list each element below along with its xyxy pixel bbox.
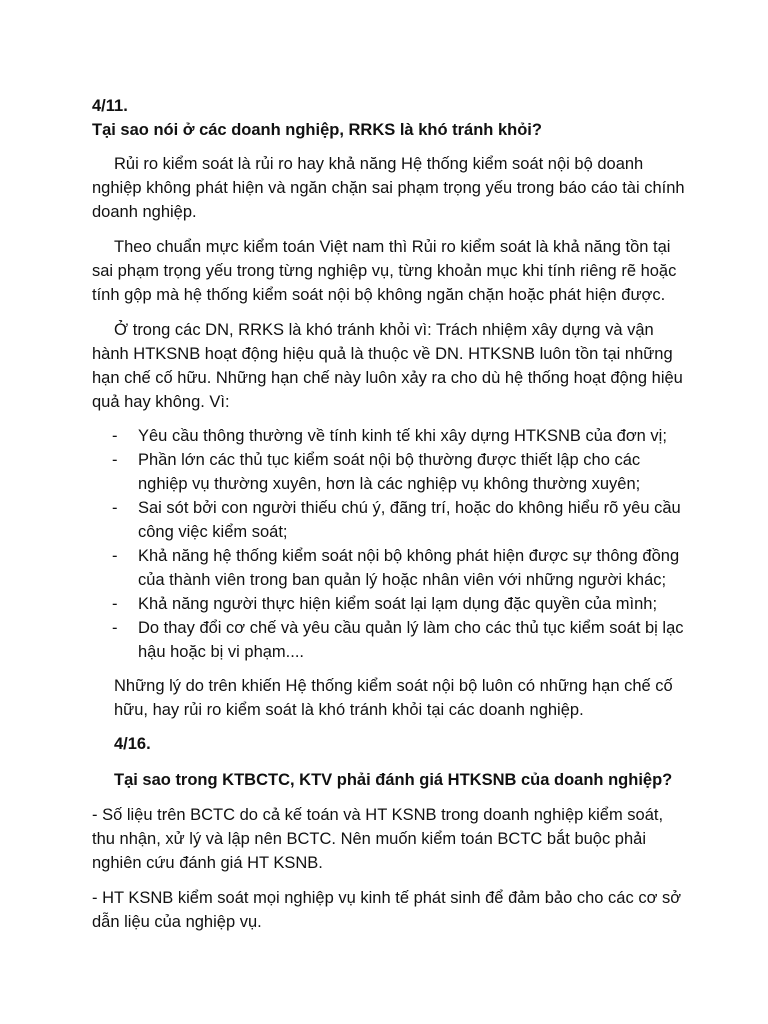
list-bullet: -	[112, 427, 118, 445]
list-item-text: Phần lớn các thủ tục kiểm soát nội bộ thường được thiết lập cho các nghiệp vụ thường xuyên, hơn là các nghiệp vụ không thường xuyên;	[138, 451, 641, 493]
question-2-title: Tại sao trong KTBCTC, KTV phải đánh giá HTKSNB của doanh nghiệp?	[114, 771, 673, 789]
paragraph: - Số liệu trên BCTC do cả kế toán và HT KSNB trong doanh nghiệp kiểm soát, thu nhận, xử lý và lập nên BCTC. Nên muốn kiểm toán BCTC bắt buộc phải nghiên cứu đánh giá HT KSNB.	[92, 806, 664, 872]
list-item-text: Yêu cầu thông thường về tính kinh tế khi xây dựng HTKSNB của đơn vị;	[138, 427, 667, 445]
list-item	[92, 616, 688, 664]
list-item	[92, 592, 688, 616]
question-2-number: 4/16.	[114, 735, 151, 753]
paragraph: Ở trong các DN, RRKS là khó tránh khỏi vì: Trách nhiệm xây dựng và vận hành HTKSNB hoạt động hiệu quả là thuộc về DN. HTKSNB luôn tồn tại những hạn chế cố hữu. Những hạn chế này luôn xảy ra cho dù hệ thống hoạt động hiệu quả hay không. Vì:	[92, 321, 683, 411]
list-item	[92, 496, 688, 544]
list-item	[92, 424, 688, 448]
list-item-text: Sai sót bởi con người thiếu chú ý, đãng trí, hoặc do không hiểu rõ yêu cầu công việc kiểm soát;	[138, 499, 681, 541]
paragraph: Theo chuẩn mực kiểm toán Việt nam thì Rủi ro kiểm soát là khả năng tồn tại sai phạm trọng yếu trong từng nghiệp vụ, từng khoản mục khi tính riêng rẽ hoặc tính gộp mà hệ thống kiểm soát nội bộ không ngăn chặn hoặc phát hiện được.	[92, 238, 677, 304]
list-bullet: -	[112, 595, 118, 613]
question-1-title: Tại sao nói ở các doanh nghiệp, RRKS là khó tránh khỏi?	[92, 121, 542, 139]
paragraph: Rủi ro kiểm soát là rủi ro hay khả năng Hệ thống kiểm soát nội bộ doanh nghiệp không phát hiện và ngăn chặn sai phạm trọng yếu trong báo cáo tài chính doanh nghiệp.	[92, 155, 685, 221]
paragraph: - HT KSNB kiểm soát mọi nghiệp vụ kinh tế phát sinh để đảm bảo cho các cơ sở dẫn liệu của nghiệp vụ.	[92, 889, 682, 931]
conclusion-paragraph: Những lý do trên khiến Hệ thống kiểm soát nội bộ luôn có những hạn chế cố hữu, hay rủi ro kiểm soát là khó tránh khỏi tại các doanh nghiệp.	[114, 677, 673, 719]
document-page	[92, 94, 688, 934]
list-item	[92, 544, 688, 592]
list-bullet: -	[112, 547, 118, 565]
list-item-text: Khả năng người thực hiện kiểm soát lại lạm dụng đặc quyền của mình;	[138, 595, 658, 613]
list-bullet: -	[112, 619, 118, 637]
list-item-text: Khả năng hệ thống kiểm soát nội bộ không phát hiện được sự thông đồng của thành viên trong ban quản lý hoặc nhân viên với những người khác;	[138, 547, 680, 589]
question-1-number: 4/11.	[92, 97, 128, 115]
list-item	[92, 448, 688, 496]
reasons-list	[92, 424, 688, 664]
list-bullet: -	[112, 499, 118, 517]
list-item-text: Do thay đổi cơ chế và yêu cầu quản lý làm cho các thủ tục kiểm soát bị lạc hậu hoặc bị vi phạm....	[138, 619, 684, 661]
list-bullet: -	[112, 451, 118, 469]
